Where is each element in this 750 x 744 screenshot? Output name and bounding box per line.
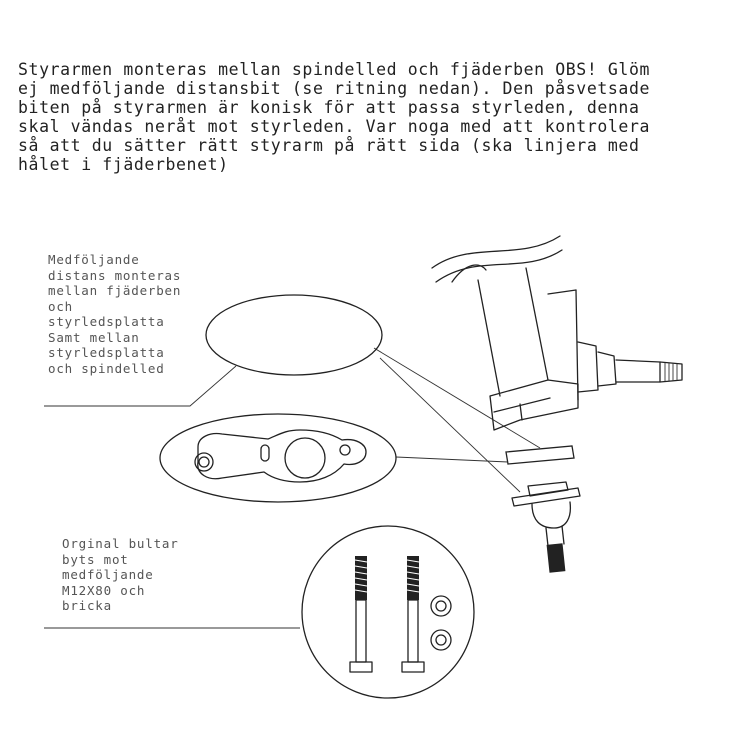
callout-line: Samt mellan [48,329,140,345]
washer-icon [431,596,451,616]
callout-line: medföljande [62,567,154,582]
distance-spacer-oval [206,295,382,375]
plate-outline-icon [198,430,366,482]
strut-drawing [432,236,682,430]
callout-line: bricka [62,598,112,613]
callout-line: Medföljande [48,252,140,267]
callout-line: byts mot [62,551,129,567]
leader-lines [44,348,540,628]
stub-axle-icon [660,362,682,382]
intro-line: hålet i fjäderbenet) [18,155,229,174]
intro-line: Styrarmen monteras mellan spindelled och fjäderben OBS! Glöm [18,60,651,79]
plate-center-hole-icon [285,438,325,478]
plate-small-hole-icon [340,445,350,455]
callout-line: Orginal bultar [62,536,179,551]
plate-slot-icon [261,445,269,461]
callout-line: mellan fjäderben [48,283,182,298]
intro-line: så att du sätter rätt styrarm på rätt sida (ska linjera med [18,136,640,155]
callout-line: och [48,298,73,314]
bolts-detail [302,526,474,698]
callout-line: styrledsplatta [48,345,165,360]
callout-line: distans monteras [48,267,182,283]
bolt-icon [350,556,372,672]
bolt-icon [402,556,424,672]
callout-line: M12X80 och [62,582,146,598]
intro-line: ej medföljande distansbit (se ritning nedan). Den påsvetsade [18,79,651,98]
ball-joint-icon [512,482,580,573]
intro-line: skal vändas neråt mot styrleden. Var noga med att kontrolera [18,117,651,136]
callout-line: och spindelled [48,360,165,376]
plate-hole-inner-icon [199,457,209,467]
steering-plate-detail [160,414,396,502]
intro-line: biten på styrarmen är konisk för att passa styrleden, denna [18,98,640,117]
callout-line: styrledsplatta [48,314,165,329]
washer-icon [431,630,451,650]
spacer-piece-icon [506,446,574,464]
